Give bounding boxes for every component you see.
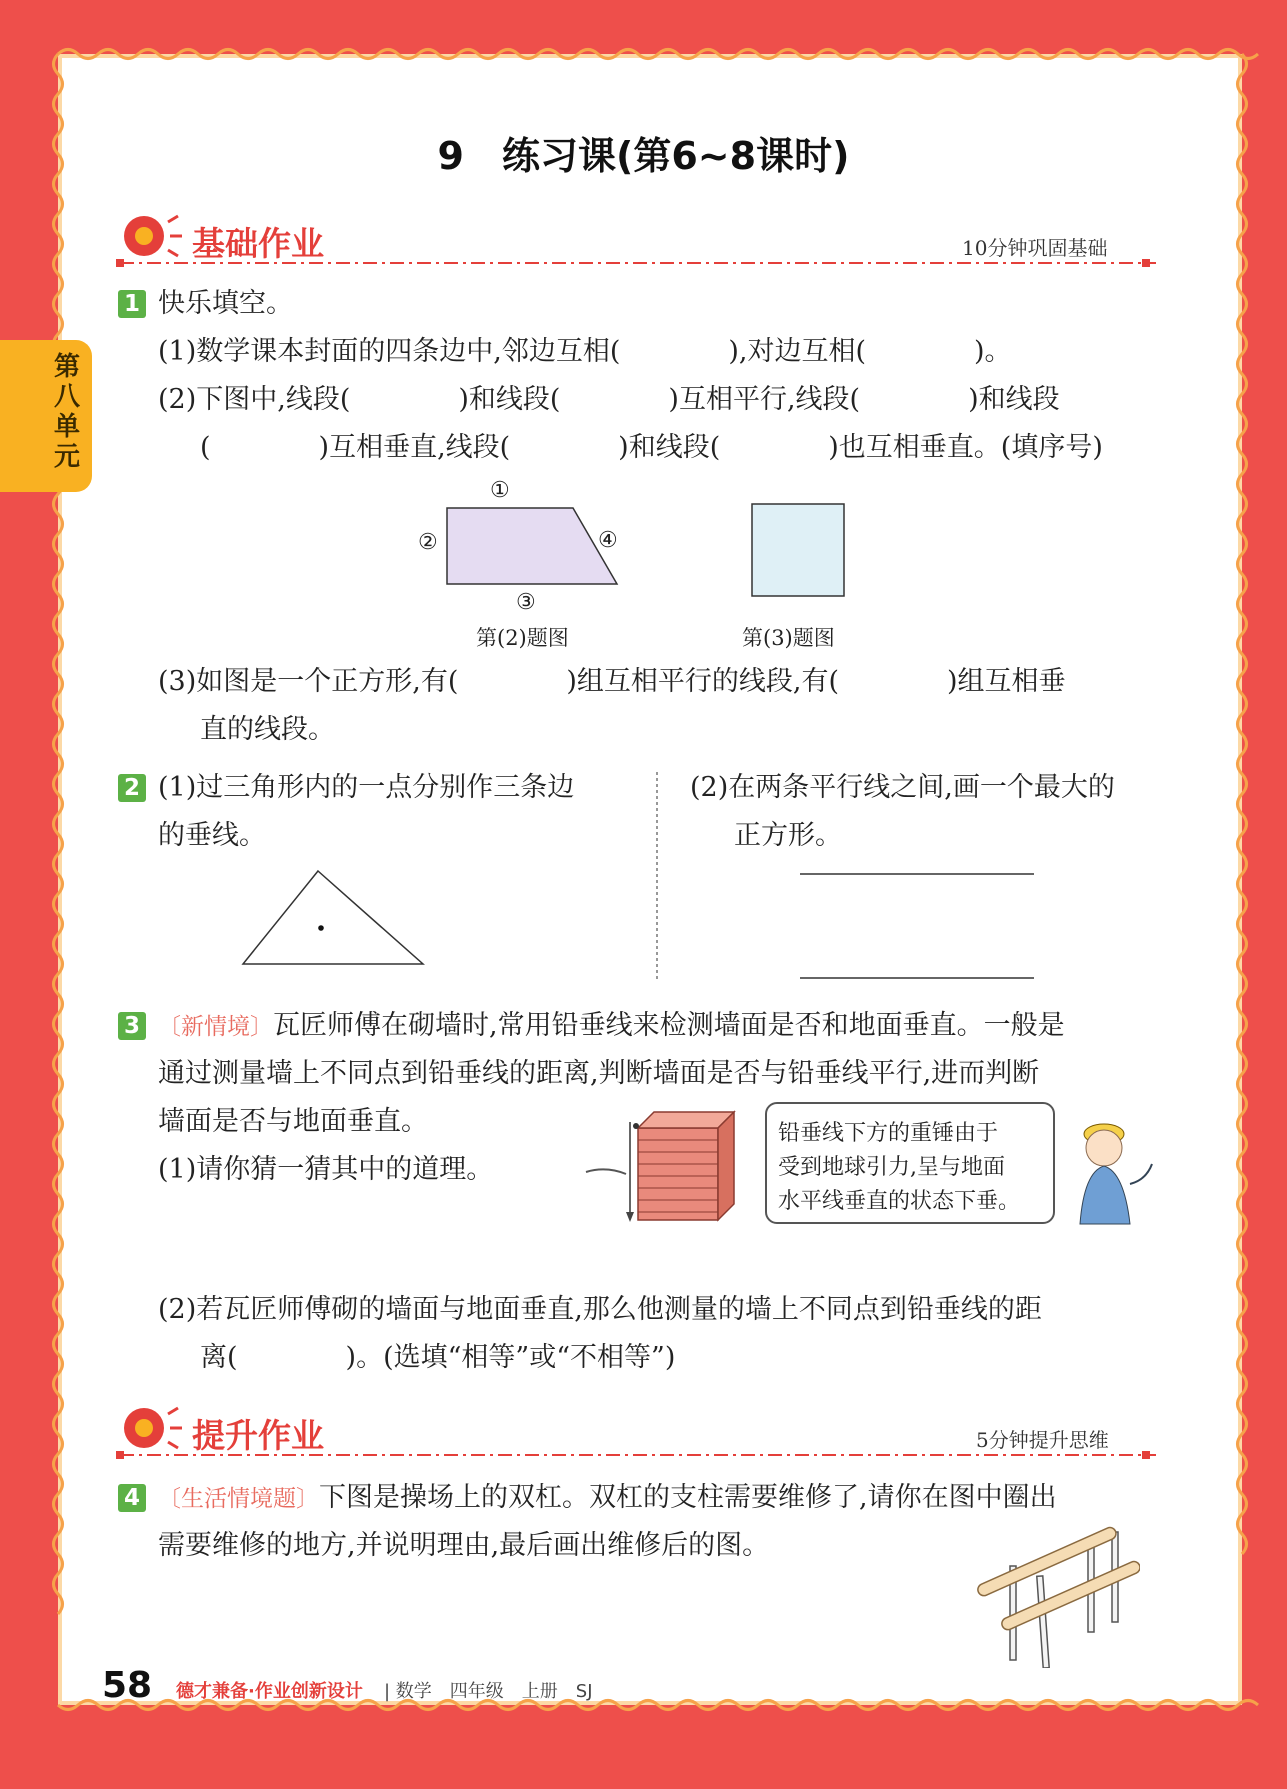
question-1-heading: 快乐填空。 [158, 288, 293, 319]
bubble-line-1: 铅垂线下方的重锤由于 [778, 1121, 999, 1146]
question-3-sub2-line2: 离( )。(选填“相等”或“不相等”) [200, 1342, 676, 1373]
question-2-left-line1: (1)过三角形内的一点分别作三条边 [158, 772, 575, 803]
lesson-title: 9 练习课(第6~8课时) [437, 134, 850, 178]
column-divider [655, 772, 659, 982]
question-2-right-line1: (2)在两条平行线之间,画一个最大的 [690, 772, 1115, 803]
bubble-line-3: 水平线垂直的状态下垂。 [778, 1189, 1021, 1214]
question-4-tag: 〔生活情境题〕 [158, 1486, 319, 1512]
section-advanced-divider [116, 1448, 1160, 1462]
question-1-part3-line1: (3)如图是一个正方形,有( )组互相平行的线段,有( )组互相垂 [158, 666, 1066, 697]
section-advanced-subtitle: 5分钟提升思维 [976, 1428, 1109, 1452]
question-3-text: 瓦匠师傅在砌墙时,常用铅垂线来检测墙面是否和地面垂直。一般是 [273, 1010, 1065, 1041]
question-1-part3-line2: 直的线段。 [200, 714, 335, 745]
segment-label-1: ① [490, 478, 510, 503]
bubble-line-2: 受到地球引力,呈与地面 [778, 1155, 1005, 1180]
question-1-part1: (1)数学课本封面的四条边中,邻边互相( ),对边互相( )。 [158, 336, 1012, 367]
question-1-part2-line1: (2)下图中,线段( )和线段( )互相平行,线段( )和线段 [158, 384, 1060, 415]
footer-brand: 德才兼备·作业创新设计 [176, 1681, 363, 1702]
section-advanced-title: 提升作业 [192, 1416, 324, 1455]
section-basic-divider [116, 256, 1160, 270]
lamp-icon [118, 1402, 184, 1454]
question-4-line2: 需要维修的地方,并说明理由,最后画出维修后的图。 [158, 1530, 770, 1561]
worker-illustration [1060, 1104, 1160, 1228]
question-4-text: 下图是操场上的双杠。双杠的支柱需要维修了,请你在图中圈出 [319, 1482, 1057, 1513]
brick-wall-illustration [582, 1104, 738, 1224]
question-2-right-line2: 正方形。 [734, 820, 842, 851]
question-4-line1 [158, 1482, 1057, 1515]
section-basic-title: 基础作业 [192, 224, 324, 263]
question-2-badge: 2 [118, 774, 146, 802]
question-3-sub2-line1: (2)若瓦匠师傅砌的墙面与地面垂直,那么他测量的墙上不同点到铅垂线的距 [158, 1294, 1042, 1325]
question-1-badge: 1 [118, 290, 146, 318]
figure-3-caption: 第(3)题图 [742, 626, 835, 650]
parallel-bars-illustration [976, 1516, 1140, 1668]
figure-2-caption: 第(2)题图 [476, 626, 569, 650]
footer-info: | 数学 四年级 上册 SJ [384, 1681, 593, 1702]
question-2-left-line2: 的垂线。 [158, 820, 266, 851]
question-3-badge: 3 [118, 1012, 146, 1040]
triangle-figure [240, 868, 430, 968]
parallel-lines-figure [798, 870, 1036, 982]
question-3-sub1: (1)请你猜一猜其中的道理。 [158, 1154, 494, 1185]
page-number: 58 [102, 1665, 153, 1706]
section-basic-subtitle: 10分钟巩固基础 [962, 236, 1108, 260]
question-3-line3: 墙面是否与地面垂直。 [158, 1106, 428, 1137]
segment-label-3: ③ [516, 590, 536, 615]
question-3-line1 [158, 1010, 1065, 1043]
segment-label-4: ④ [598, 528, 618, 553]
segment-label-2: ② [418, 530, 438, 555]
square-figure [750, 502, 846, 598]
question-3-tag: 〔新情境〕 [158, 1014, 273, 1040]
lamp-icon [118, 210, 184, 262]
question-1-part2-line2: ( )互相垂直,线段( )和线段( )也互相垂直。(填序号) [200, 432, 1103, 463]
question-3-line2: 通过测量墙上不同点到铅垂线的距离,判断墙面是否与铅垂线平行,进而判断 [158, 1058, 1040, 1089]
question-4-badge: 4 [118, 1484, 146, 1512]
unit-tab-label: 第八单元 [53, 352, 80, 472]
